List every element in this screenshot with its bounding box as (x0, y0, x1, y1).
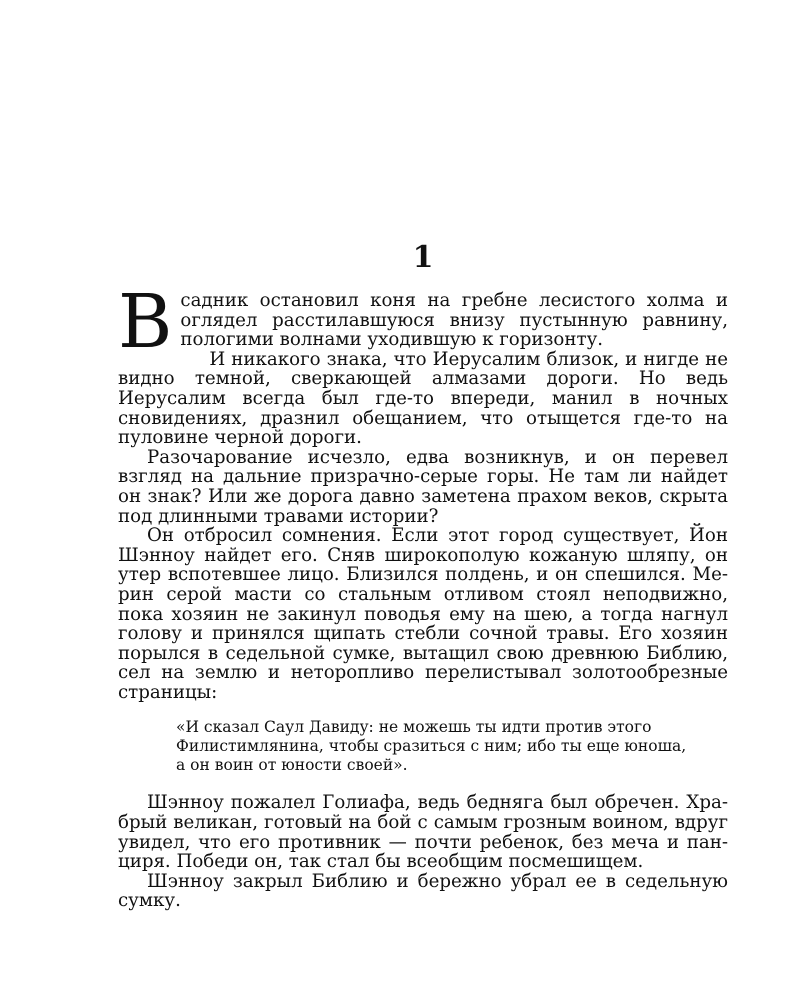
quote-line: «И сказал Саул Давиду: не можешь ты идти против этого (176, 718, 652, 737)
bible-quote (176, 718, 728, 775)
chapter-number: 1 (412, 240, 434, 275)
paragraph-5: Шэнноу пожалел Голиафа, ведь бедняга был обречен. Храбрый великан, готовый на бой с самым грозным воином, вдруг увидел, что его противник — почти ребенок, без меча и панциря. Победи он, так стал бы всеобщим посмешищем. (118, 792, 728, 873)
paragraph-1-text: садник остановил коня на гребне лесистого холма и оглядел расстилавшуюся внизу пустынную равнину, пологими волнами уходившую к горизонту. (180, 290, 728, 351)
paragraph-4: Он отбросил сомнения. Если этот город существует, Йон Шэнноу найдет его. Сняв широкополую кожаную шляпу, он утер вспотевшее лицо. Близился полдень, и он спешился. Мерин серой масти со стальным отливом стоял неподвижно, пока хозяин не закинул поводья ему на шею, а тогда нагнул голову и принялся щипать стебли сочной травы. Его хозяин порылся в седельной сумке, вытащил свою древнюю Библию, сел на землю и неторопливо перелистывал золотообрезные страницы: (118, 525, 728, 703)
paragraph-2: И никакого знака, что Иерусалим близок, и нигде не видно темной, сверкающей алмазами дороги. Но ведь Иерусалим всегда был где-то впереди, манил в ночных сновидениях, дразнил обещанием, что отыщется где-то на пуловине черной дороги. (118, 348, 728, 449)
quote-line: а он воин от юности своей». (176, 756, 408, 775)
drop-cap: В (118, 279, 173, 365)
paragraph-6: Шэнноу закрыл Библию и бережно убрал ее в седельную сумку. (118, 870, 728, 912)
paragraph-1 (118, 279, 728, 365)
quote-line: Филистимлянина, чтобы сразиться с ним; ибо ты еще юноша, (176, 737, 687, 756)
chapter-text (118, 279, 728, 912)
paragraph-3: Разочарование исчезло, едва возникнув, и он перевел взгляд на дальние призрачно-серые горы. Не там ли найдет он знак? Или же дорога давно заметена прахом веков, скрыта под длинными травами истории? (118, 446, 728, 527)
